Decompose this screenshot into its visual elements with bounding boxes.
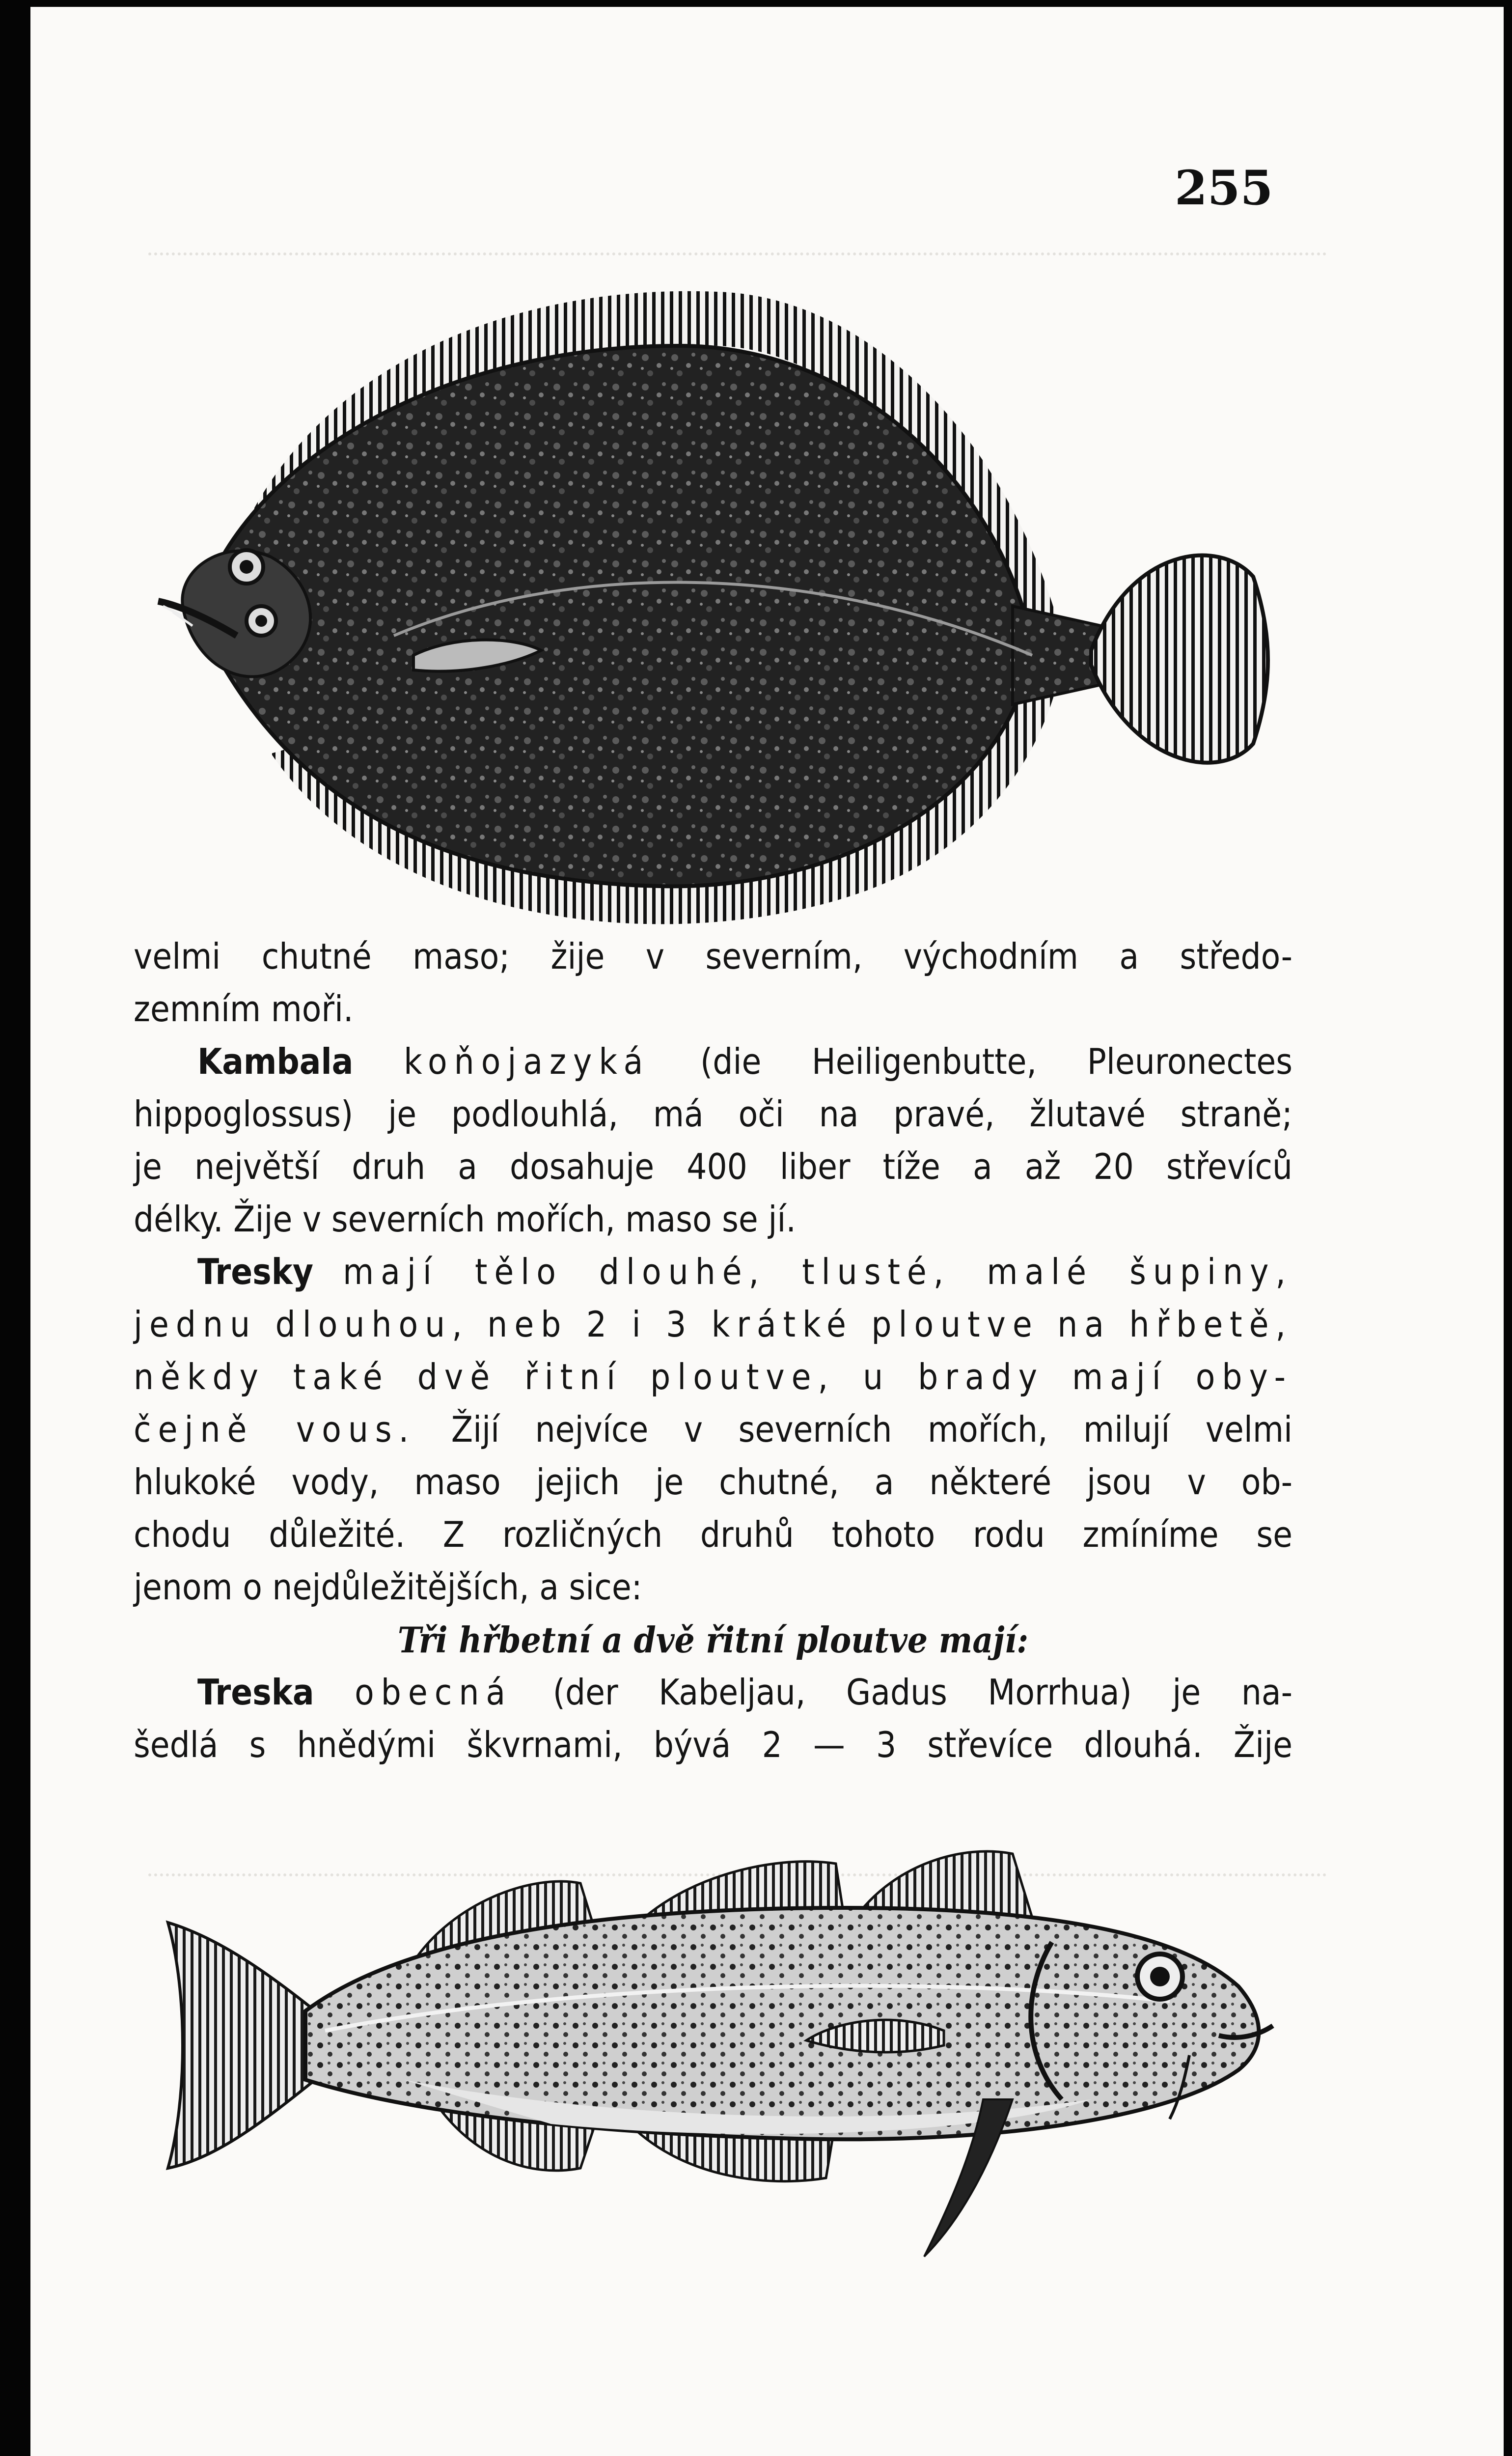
body-text	[134, 930, 1292, 1771]
text-line: někdy také dvě řitní ploutve, u brady mají oby-	[134, 1356, 1292, 1397]
text-line	[134, 1403, 1292, 1456]
flatfish-illustration	[138, 262, 1278, 955]
genus-name: Tresky	[197, 1251, 314, 1292]
subheading: Tři hřbetní a dvě řitní ploutve mají:	[397, 1619, 1029, 1661]
text-line: velmi chutné maso; žije v severním, východním a středo-	[134, 936, 1292, 977]
species-name: Treska	[197, 1672, 314, 1713]
paragraph-treska	[134, 1666, 1292, 1719]
text-line: délky. Žije v severních mořích, maso se jí.	[134, 1199, 796, 1240]
text-fragment: (die Heiligenbutte, Pleuronectes	[700, 1041, 1292, 1082]
page-number: 255	[1175, 160, 1273, 216]
text-fragment: (der Kabeljau, Gadus Morrhua) je na-	[552, 1672, 1292, 1713]
text-fragment: mají tělo dlouhé, tlusté, malé šupiny,	[343, 1251, 1292, 1292]
cod-illustration	[158, 1824, 1288, 2291]
text-fragment: Žijí nejvíce v severních mořích, milují velmi	[451, 1409, 1292, 1450]
text-line: jednu dlouhou, neb 2 i 3 krátké ploutve na hřbetě,	[134, 1304, 1292, 1345]
book-page	[30, 7, 1504, 2456]
text-line: chodu důležité. Z rozličných druhů tohoto rodu zmíníme se	[134, 1514, 1292, 1555]
text-line: jenom o nejdůležitějších, a sice:	[134, 1566, 642, 1608]
paragraph-kambala	[134, 1035, 1292, 1088]
text-fragment: čejně vous.	[134, 1409, 416, 1450]
text-line: zemním moři.	[134, 988, 354, 1030]
text-line: hlukoké vody, maso jejich je chutné, a některé jsou v ob-	[134, 1461, 1292, 1503]
text-line: je největší druh a dosahuje 400 liber tíže a až 20 střevíců	[134, 1146, 1292, 1187]
text-line: hippoglossus) je podlouhlá, má oči na pravé, žlutavé straně;	[134, 1093, 1292, 1135]
species-epithet: obecná	[355, 1672, 513, 1713]
paragraph-tresky	[134, 1246, 1292, 1298]
text-line: šedlá s hnědými škvrnami, bývá 2 — 3 střevíce dlouhá. Žije	[134, 1724, 1292, 1765]
species-name: Kambala	[197, 1041, 354, 1082]
species-epithet: koňojazyká	[404, 1041, 650, 1082]
